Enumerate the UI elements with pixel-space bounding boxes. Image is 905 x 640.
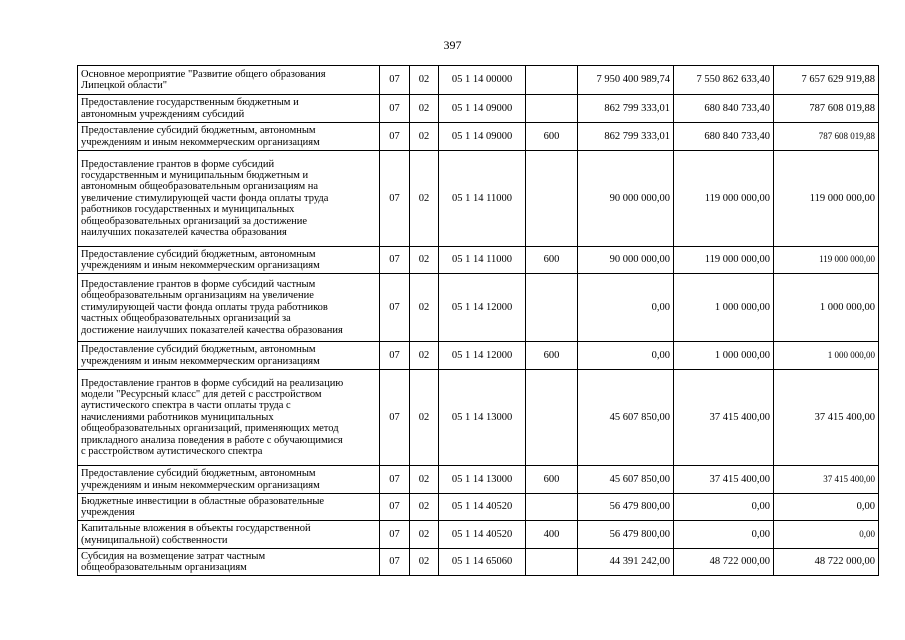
- row-name: [78, 123, 380, 151]
- row-name: [78, 95, 380, 123]
- amount-year-3: 1 000 000,00: [774, 342, 879, 370]
- budget-table: [77, 65, 879, 576]
- subsection-code: 02: [410, 370, 439, 466]
- row-name-line: общеобразовательных организаций за достижение: [81, 215, 308, 227]
- row-name-line: государственным и муниципальным бюджетным и: [81, 169, 309, 181]
- row-name: [78, 274, 380, 342]
- table-row: [78, 466, 879, 494]
- target-article-code: 05 1 14 11000: [439, 247, 526, 274]
- row-name-line: общеобразовательным организациям: [81, 562, 247, 573]
- target-article-code: 05 1 14 00000: [439, 66, 526, 95]
- amount-year-2: 1 000 000,00: [674, 274, 774, 342]
- amount-year-2: 119 000 000,00: [674, 151, 774, 247]
- section-code: 07: [380, 494, 410, 521]
- expense-type-code: 600: [526, 247, 578, 274]
- amount-year-1: 44 391 242,00: [578, 549, 674, 576]
- amount-year-2: 680 840 733,40: [674, 123, 774, 151]
- row-name-line: Субсидия на возмещение затрат частным: [81, 550, 266, 562]
- amount-year-3: 7 657 629 919,88: [774, 66, 879, 95]
- row-name: [78, 66, 380, 95]
- section-code: 07: [380, 123, 410, 151]
- row-name-line: общеобразовательным организациям на увеличение: [81, 290, 314, 302]
- amount-year-3: 0,00: [774, 494, 879, 521]
- target-article-code: 05 1 14 13000: [439, 466, 526, 494]
- expense-type-code: [526, 274, 578, 342]
- row-name-line: учреждениям и иным некоммерческим организациям: [81, 260, 320, 271]
- expense-type-code: [526, 95, 578, 123]
- row-name-line: учреждениям и иным некоммерческим организациям: [81, 479, 320, 491]
- row-name-line: автономным общеобразовательным организациям на: [81, 181, 319, 193]
- amount-year-2: 1 000 000,00: [674, 342, 774, 370]
- section-code: 07: [380, 370, 410, 466]
- amount-year-3: 48 722 000,00: [774, 549, 879, 576]
- row-name-line: Предоставление субсидий бюджетным, автономным: [81, 344, 316, 356]
- subsection-code: 02: [410, 66, 439, 95]
- table-row: [78, 494, 879, 521]
- row-name-line: работников государственных и муниципальных: [81, 204, 295, 216]
- expense-type-code: 600: [526, 466, 578, 494]
- row-name-line: Предоставление субсидий бюджетным, автономным: [81, 468, 316, 480]
- amount-year-1: 0,00: [578, 342, 674, 370]
- table-row: [78, 521, 879, 549]
- amount-year-1: 56 479 800,00: [578, 521, 674, 549]
- subsection-code: 02: [410, 247, 439, 274]
- target-article-code: 05 1 14 40520: [439, 521, 526, 549]
- row-name-line: Предоставление государственным бюджетным и: [81, 97, 299, 109]
- row-name-line: Предоставление субсидий бюджетным, автономным: [81, 125, 316, 137]
- amount-year-3: 1 000 000,00: [774, 274, 879, 342]
- row-name-line: Капитальные вложения в объекты государственной: [81, 523, 311, 535]
- section-code: 07: [380, 521, 410, 549]
- subsection-code: 02: [410, 342, 439, 370]
- amount-year-1: 7 950 400 989,74: [578, 66, 674, 95]
- subsection-code: 02: [410, 274, 439, 342]
- amount-year-1: 56 479 800,00: [578, 494, 674, 521]
- subsection-code: 02: [410, 466, 439, 494]
- amount-year-1: 90 000 000,00: [578, 247, 674, 274]
- row-name-line: Предоставление грантов в форме субсидий частным: [81, 278, 316, 290]
- section-code: 07: [380, 66, 410, 95]
- section-code: 07: [380, 466, 410, 494]
- subsection-code: 02: [410, 549, 439, 576]
- subsection-code: 02: [410, 521, 439, 549]
- row-name-line: Липецкой области": [81, 80, 168, 91]
- amount-year-3: 119 000 000,00: [774, 247, 879, 274]
- amount-year-2: 37 415 400,00: [674, 370, 774, 466]
- row-name: [78, 342, 380, 370]
- amount-year-1: 90 000 000,00: [578, 151, 674, 247]
- row-name: [78, 549, 380, 576]
- row-name-line: Основное мероприятие "Развитие общего образования: [81, 68, 326, 80]
- subsection-code: 02: [410, 123, 439, 151]
- expense-type-code: 600: [526, 342, 578, 370]
- row-name: [78, 370, 380, 466]
- amount-year-2: 7 550 862 633,40: [674, 66, 774, 95]
- row-name-line: с расстройством аутистического спектра: [81, 446, 263, 458]
- amount-year-2: 37 415 400,00: [674, 466, 774, 494]
- table-row: [78, 151, 879, 247]
- expense-type-code: 600: [526, 123, 578, 151]
- row-name-line: Предоставление грантов в форме субсидий на реализацию: [81, 377, 344, 389]
- table-row: [78, 342, 879, 370]
- target-article-code: 05 1 14 13000: [439, 370, 526, 466]
- row-name-line: учреждения: [81, 507, 135, 518]
- amount-year-1: 0,00: [578, 274, 674, 342]
- amount-year-1: 862 799 333,01: [578, 123, 674, 151]
- row-name-line: аутистического спектра в части оплаты труда с: [81, 400, 291, 412]
- section-code: 07: [380, 274, 410, 342]
- row-name-line: общеобразовательных организаций, применяющих метод: [81, 423, 339, 435]
- target-article-code: 05 1 14 65060: [439, 549, 526, 576]
- row-name: [78, 494, 380, 521]
- target-article-code: 05 1 14 12000: [439, 274, 526, 342]
- section-code: 07: [380, 247, 410, 274]
- table-row: [78, 247, 879, 274]
- row-name-line: увеличение стимулирующей части фонда оплаты труда: [81, 192, 329, 204]
- row-name-line: достижение наилучших показателей качества образования: [81, 324, 343, 336]
- row-name-line: учреждениям и иным некоммерческим организациям: [81, 136, 320, 148]
- expense-type-code: [526, 66, 578, 95]
- amount-year-1: 45 607 850,00: [578, 370, 674, 466]
- row-name: [78, 151, 380, 247]
- target-article-code: 05 1 14 40520: [439, 494, 526, 521]
- expense-type-code: [526, 370, 578, 466]
- row-name-line: автономным учреждениям субсидий: [81, 108, 245, 120]
- table-body: [78, 66, 879, 576]
- row-name-line: прикладного анализа поведения в работе с обучающимися: [81, 434, 343, 446]
- subsection-code: 02: [410, 494, 439, 521]
- expense-type-code: [526, 151, 578, 247]
- amount-year-2: 119 000 000,00: [674, 247, 774, 274]
- target-article-code: 05 1 14 11000: [439, 151, 526, 247]
- subsection-code: 02: [410, 151, 439, 247]
- table-row: [78, 549, 879, 576]
- row-name-line: (муниципальной) собственности: [81, 534, 228, 546]
- page-number: 397: [443, 38, 462, 52]
- expense-type-code: [526, 494, 578, 521]
- table-row: [78, 370, 879, 466]
- amount-year-1: 45 607 850,00: [578, 466, 674, 494]
- row-name-line: наилучших показателей качества образования: [81, 227, 287, 239]
- section-code: 07: [380, 549, 410, 576]
- amount-year-3: 787 608 019,88: [774, 123, 879, 151]
- amount-year-2: 680 840 733,40: [674, 95, 774, 123]
- row-name-line: начислениями работников муниципальных: [81, 411, 274, 423]
- expense-type-code: 400: [526, 521, 578, 549]
- amount-year-3: 0,00: [774, 521, 879, 549]
- table-row: [78, 66, 879, 95]
- section-code: 07: [380, 95, 410, 123]
- section-code: 07: [380, 151, 410, 247]
- amount-year-3: 37 415 400,00: [774, 370, 879, 466]
- row-name-line: частных общеобразовательных организаций за: [81, 313, 291, 325]
- row-name-line: Бюджетные инвестиции в областные образовательные: [81, 495, 325, 507]
- row-name: [78, 247, 380, 274]
- section-code: 07: [380, 342, 410, 370]
- amount-year-2: 0,00: [674, 521, 774, 549]
- row-name: [78, 466, 380, 494]
- amount-year-3: 787 608 019,88: [774, 95, 879, 123]
- row-name-line: Предоставление субсидий бюджетным, автономным: [81, 248, 316, 260]
- table-row: [78, 274, 879, 342]
- subsection-code: 02: [410, 95, 439, 123]
- row-name-line: Предоставление грантов в форме субсидий: [81, 158, 275, 170]
- row-name-line: модели "Ресурсный класс" для детей с расстройством: [81, 388, 322, 400]
- row-name-line: стимулирующей части фонда оплаты труда работников: [81, 301, 328, 313]
- amount-year-2: 48 722 000,00: [674, 549, 774, 576]
- row-name: [78, 521, 380, 549]
- target-article-code: 05 1 14 09000: [439, 123, 526, 151]
- table-row: [78, 123, 879, 151]
- table-row: [78, 95, 879, 123]
- target-article-code: 05 1 14 12000: [439, 342, 526, 370]
- amount-year-2: 0,00: [674, 494, 774, 521]
- target-article-code: 05 1 14 09000: [439, 95, 526, 123]
- row-name-line: учреждениям и иным некоммерческим организациям: [81, 355, 320, 367]
- amount-year-3: 37 415 400,00: [774, 466, 879, 494]
- amount-year-3: 119 000 000,00: [774, 151, 879, 247]
- amount-year-1: 862 799 333,01: [578, 95, 674, 123]
- expense-type-code: [526, 549, 578, 576]
